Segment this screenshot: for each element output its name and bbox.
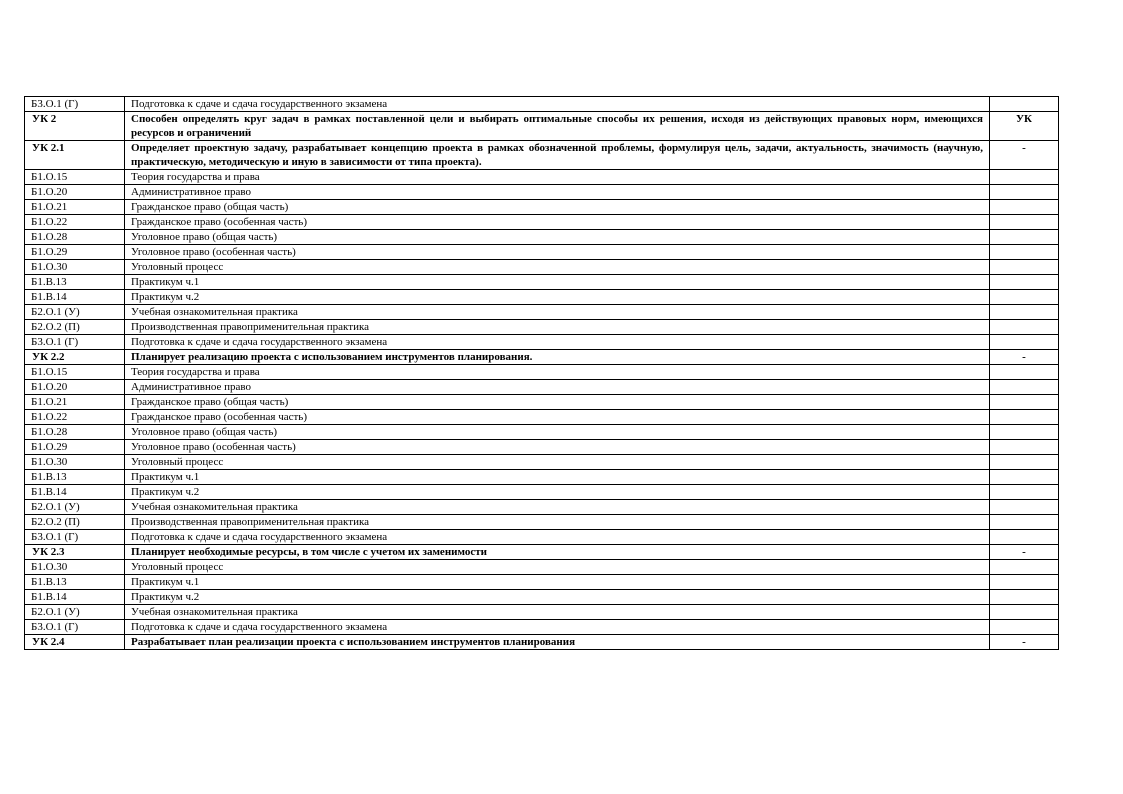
row-mark-cell: УК: [990, 112, 1059, 141]
discipline-row: [25, 440, 1059, 455]
row-name-cell: Практикум ч.2: [125, 485, 990, 500]
row-mark-cell: [990, 305, 1059, 320]
row-name-cell: Практикум ч.2: [125, 290, 990, 305]
row-mark-cell: [990, 320, 1059, 335]
row-mark-cell: [990, 97, 1059, 112]
row-code-cell: Б1.В.13: [25, 470, 125, 485]
row-name-cell: Учебная ознакомительная практика: [125, 605, 990, 620]
row-code-cell: Б1.О.21: [25, 395, 125, 410]
row-mark-cell: [990, 425, 1059, 440]
row-name-cell: Разрабатывает план реализации проекта с использованием инструментов планирования: [125, 635, 990, 650]
competency-matrix-body: [25, 97, 1059, 650]
row-name-cell: Уголовный процесс: [125, 560, 990, 575]
discipline-row: [25, 620, 1059, 635]
row-mark-cell: -: [990, 141, 1059, 170]
row-mark-cell: [990, 440, 1059, 455]
row-code-cell: Б1.О.30: [25, 260, 125, 275]
row-name-cell: Практикум ч.1: [125, 470, 990, 485]
row-code-cell: Б1.О.30: [25, 560, 125, 575]
row-name-cell: Подготовка к сдаче и сдача государственного экзамена: [125, 530, 990, 545]
discipline-row: [25, 170, 1059, 185]
row-code-cell: УК 2.4: [25, 635, 125, 650]
row-name-cell: Планирует реализацию проекта с использованием инструментов планирования.: [125, 350, 990, 365]
row-code-cell: Б1.В.14: [25, 290, 125, 305]
row-code-cell: Б1.О.22: [25, 215, 125, 230]
row-name-cell: Производственная правоприменительная практика: [125, 515, 990, 530]
row-code-cell: Б1.В.13: [25, 275, 125, 290]
row-name-cell: Гражданское право (особенная часть): [125, 215, 990, 230]
row-code-cell: Б3.О.1 (Г): [25, 530, 125, 545]
discipline-row: [25, 365, 1059, 380]
row-code-cell: Б3.О.1 (Г): [25, 97, 125, 112]
row-code-cell: Б2.О.1 (У): [25, 500, 125, 515]
discipline-row: [25, 590, 1059, 605]
row-name-cell: Гражданское право (особенная часть): [125, 410, 990, 425]
competency-row: [25, 350, 1059, 365]
discipline-row: [25, 185, 1059, 200]
competency-row: [25, 545, 1059, 560]
competency-row: [25, 141, 1059, 170]
row-code-cell: Б1.О.22: [25, 410, 125, 425]
row-name-cell: Определяет проектную задачу, разрабатывает концепцию проекта в рамках обозначенной проблемы, формулируя цель, задачи, актуальность, значимость (научную, практическую, методическую и иную в зависимости от типа проекта).: [125, 141, 990, 170]
row-code-cell: Б1.О.29: [25, 245, 125, 260]
row-code-cell: Б1.О.28: [25, 230, 125, 245]
discipline-row: [25, 605, 1059, 620]
row-name-cell: Уголовное право (особенная часть): [125, 245, 990, 260]
row-code-cell: Б1.О.29: [25, 440, 125, 455]
row-code-cell: УК 2.3: [25, 545, 125, 560]
row-name-cell: Практикум ч.2: [125, 590, 990, 605]
row-mark-cell: [990, 410, 1059, 425]
row-code-cell: Б2.О.2 (П): [25, 515, 125, 530]
row-name-cell: Практикум ч.1: [125, 275, 990, 290]
row-name-cell: Подготовка к сдаче и сдача государственного экзамена: [125, 335, 990, 350]
row-mark-cell: [990, 260, 1059, 275]
discipline-row: [25, 425, 1059, 440]
row-mark-cell: [990, 395, 1059, 410]
row-mark-cell: [990, 365, 1059, 380]
row-code-cell: Б1.В.14: [25, 485, 125, 500]
row-code-cell: Б3.О.1 (Г): [25, 335, 125, 350]
row-name-cell: Уголовный процесс: [125, 455, 990, 470]
discipline-row: [25, 260, 1059, 275]
row-name-cell: Подготовка к сдаче и сдача государственного экзамена: [125, 620, 990, 635]
row-mark-cell: [990, 485, 1059, 500]
discipline-row: [25, 395, 1059, 410]
row-name-cell: Учебная ознакомительная практика: [125, 500, 990, 515]
row-code-cell: Б1.О.20: [25, 185, 125, 200]
discipline-row: [25, 470, 1059, 485]
row-name-cell: Теория государства и права: [125, 170, 990, 185]
row-name-cell: Производственная правоприменительная практика: [125, 320, 990, 335]
row-code-cell: Б1.О.30: [25, 455, 125, 470]
row-mark-cell: [990, 530, 1059, 545]
row-name-cell: Уголовное право (общая часть): [125, 230, 990, 245]
discipline-row: [25, 575, 1059, 590]
discipline-row: [25, 275, 1059, 290]
row-code-cell: Б1.В.14: [25, 590, 125, 605]
discipline-row: [25, 530, 1059, 545]
discipline-row: [25, 560, 1059, 575]
row-mark-cell: -: [990, 545, 1059, 560]
row-mark-cell: [990, 590, 1059, 605]
discipline-row: [25, 380, 1059, 395]
row-name-cell: Практикум ч.1: [125, 575, 990, 590]
row-name-cell: Способен определять круг задач в рамках поставленной цели и выбирать оптимальные способы их решения, исходя из действующих правовых норм, имеющихся ресурсов и ограничений: [125, 112, 990, 141]
row-mark-cell: [990, 455, 1059, 470]
row-code-cell: Б1.В.13: [25, 575, 125, 590]
row-mark-cell: [990, 605, 1059, 620]
row-code-cell: Б1.О.15: [25, 170, 125, 185]
discipline-row: [25, 245, 1059, 260]
row-mark-cell: [990, 215, 1059, 230]
row-code-cell: Б1.О.28: [25, 425, 125, 440]
row-name-cell: Уголовное право (общая часть): [125, 425, 990, 440]
row-mark-cell: [990, 620, 1059, 635]
discipline-row: [25, 230, 1059, 245]
row-mark-cell: [990, 185, 1059, 200]
row-code-cell: Б2.О.1 (У): [25, 305, 125, 320]
row-mark-cell: [990, 470, 1059, 485]
row-name-cell: Учебная ознакомительная практика: [125, 305, 990, 320]
discipline-row: [25, 335, 1059, 350]
row-mark-cell: -: [990, 350, 1059, 365]
row-code-cell: УК 2.1: [25, 141, 125, 170]
row-name-cell: Уголовный процесс: [125, 260, 990, 275]
row-code-cell: Б1.О.21: [25, 200, 125, 215]
discipline-row: [25, 215, 1059, 230]
row-code-cell: Б2.О.2 (П): [25, 320, 125, 335]
row-mark-cell: [990, 230, 1059, 245]
discipline-row: [25, 515, 1059, 530]
row-mark-cell: [990, 560, 1059, 575]
row-code-cell: Б2.О.1 (У): [25, 605, 125, 620]
row-name-cell: Гражданское право (общая часть): [125, 200, 990, 215]
row-mark-cell: [990, 245, 1059, 260]
row-mark-cell: [990, 575, 1059, 590]
row-name-cell: Административное право: [125, 380, 990, 395]
row-mark-cell: -: [990, 635, 1059, 650]
row-code-cell: УК 2.2: [25, 350, 125, 365]
row-mark-cell: [990, 500, 1059, 515]
discipline-row: [25, 455, 1059, 470]
row-mark-cell: [990, 290, 1059, 305]
discipline-row: [25, 410, 1059, 425]
row-name-cell: Уголовное право (особенная часть): [125, 440, 990, 455]
row-code-cell: УК 2: [25, 112, 125, 141]
row-code-cell: Б3.О.1 (Г): [25, 620, 125, 635]
discipline-row: [25, 485, 1059, 500]
discipline-row: [25, 305, 1059, 320]
row-mark-cell: [990, 200, 1059, 215]
discipline-row: [25, 290, 1059, 305]
row-mark-cell: [990, 275, 1059, 290]
row-name-cell: Гражданское право (общая часть): [125, 395, 990, 410]
competency-row: [25, 112, 1059, 141]
row-name-cell: Планирует необходимые ресурсы, в том числе с учетом их заменимости: [125, 545, 990, 560]
row-code-cell: Б1.О.20: [25, 380, 125, 395]
row-mark-cell: [990, 170, 1059, 185]
discipline-row: [25, 200, 1059, 215]
row-name-cell: Подготовка к сдаче и сдача государственного экзамена: [125, 97, 990, 112]
row-mark-cell: [990, 335, 1059, 350]
discipline-row: [25, 320, 1059, 335]
row-mark-cell: [990, 515, 1059, 530]
competency-row: [25, 635, 1059, 650]
discipline-row: [25, 97, 1059, 112]
competency-matrix-table: [24, 96, 1059, 650]
row-name-cell: Административное право: [125, 185, 990, 200]
document-page: [24, 96, 1058, 650]
row-mark-cell: [990, 380, 1059, 395]
row-code-cell: Б1.О.15: [25, 365, 125, 380]
row-name-cell: Теория государства и права: [125, 365, 990, 380]
discipline-row: [25, 500, 1059, 515]
